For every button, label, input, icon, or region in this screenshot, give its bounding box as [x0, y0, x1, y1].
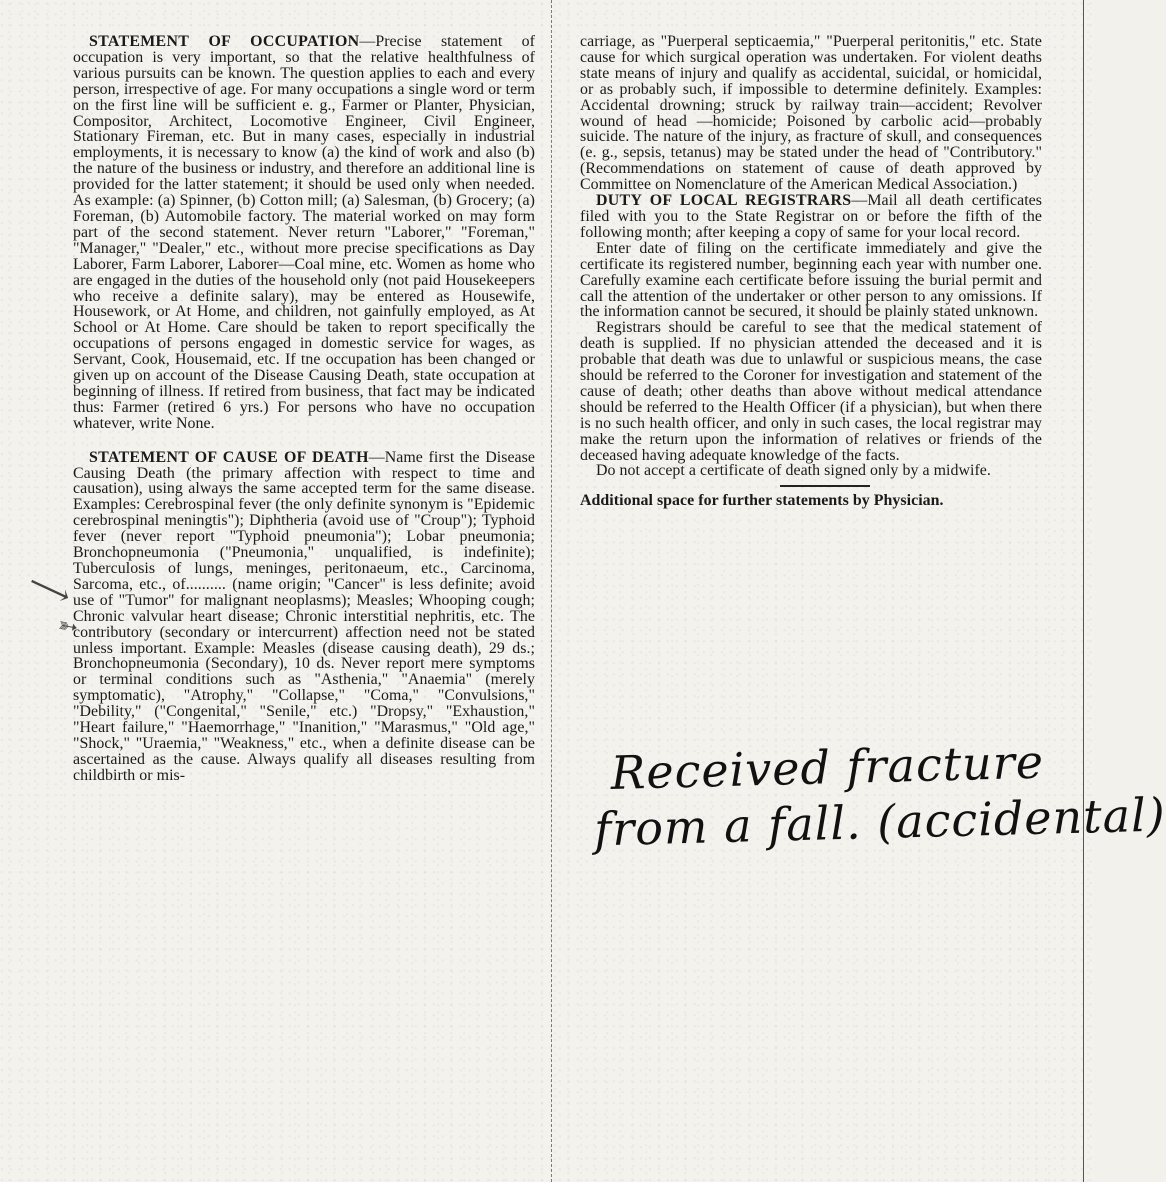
registrar-text-4: Do not accept a certificate of death signed only by a midwife. [596, 462, 991, 480]
registrar-text-1: —Mail all death certificates filed with you to the State Registrar on or before the fifth of the following month; after keeping a copy of same for your local record. [580, 192, 1042, 241]
page-edge-line [1083, 0, 1084, 1182]
cause-of-death-section [73, 450, 535, 784]
registrar-heading: DUTY OF LOCAL REGISTRARS [596, 192, 852, 210]
physician-handwritten-statement [593, 733, 1166, 857]
occupation-heading: STATEMENT OF OCCUPATION [89, 33, 360, 50]
left-column [73, 34, 535, 784]
handwritten-line-1: Received fracture [610, 734, 1045, 800]
section-rule [780, 485, 870, 487]
right-column [580, 34, 1042, 509]
cause-of-death-heading: STATEMENT OF CAUSE OF DEATH [89, 448, 369, 466]
registrar-text-2: Enter date of filing on the certificate immediately and give the certificate its registered number, beginning each year with number one. Carefully examine each certificate before issuing the burial permit and call the attention of the undertaker or other person to any omissions. If the information cannot be secured, it should be plainly stated unknown. [580, 239, 1042, 321]
registrar-section [580, 193, 1042, 241]
occupation-text: —Precise statement of occupation is very important, so that the relative healthfulness of various pursuits can be known. The question applies to each and every person, irrespective of age. For many occupations a single word or term on the first line will be sufficient e. g., Farmer or Planter, Physician, Compositor, Architect, Locomotive Engineer, Civil Engineer, Stationary Fireman, etc. But in many cases, especially in industrial employments, it is necessary to know (a) the kind of work and also (b) the nature of the business or industry, and therefore an additional line is provided for the latter statement; it should be used only when needed. As example: (a) Spinner, (b) Cotton mill; (a) Salesman, (b) Grocery; (a) Foreman, (b) Automobile factory. The material worked on may form part of the second statement. Never return "Laborer," "Foreman," "Manager," "Dealer," etc., without more precise specifications as Day Laborer, Farm Laborer, Laborer—Coal mine, etc. Women as home who are engaged in the duties of the household only (not paid Housekeepers who receive a definite salary), may be entered as Housewife, Housework, or At Home, and children, not gainfully employed, as At School or At Home. Care should be taken to report specifically the occupations of persons engaged in domestic service for wages, as Servant, Cook, Housemaid, etc. If tne occupation has been changed or given up on account of the Disease Causing Death, state occupation at beginning of illness. If retired from business, that fact may be indicated thus: Farmer (retired 6 yrs.) For persons who have no occupation whatever, write None. [73, 33, 535, 432]
registrar-text-3: Registrars should be careful to see that the medical statement of death is supplied. If no physician attended the deceased and it is probable that death was due to unlawful or suspicious means, the case should be referred to the Coroner for investigation and statement of the cause of death; other deaths than above without medical attendance should be referred to the Health Officer (if a physician), but when there is no such health officer, and only in such cases, the local registrar may make the return upon the information of relatives or friends of the deceased having adequate knowledge of the facts. [580, 319, 1042, 464]
handwritten-line-2: from a fall. (accidental) [593, 787, 1166, 857]
additional-space-label: Additional space for further statements by Physician. [580, 492, 944, 510]
cause-continued-text: carriage, as "Puerperal septicaemia," "Puerperal peritonitis," etc. State cause for which surgical operation was undertaken. For violent deaths state means of injury and qualify as accidental, suicidal, or homicidal, or as probably such, if impossible to determine definitely. Examples: Accidental drowning; struck by railway train—accident; Revolver wound of head —homicide; Poisoned by carbolic acid—probably suicide. The nature of the injury, as fracture of skull, and consequences (e. g., sepsis, tetanus) may be stated under the head of "Contributory." (Recommendations on statement of cause of death approved by Committee on Nomenclature of the American Medical Association.) [580, 33, 1042, 194]
margin-arrow-icon: ➳ [55, 612, 81, 642]
occupation-section [73, 34, 535, 432]
margin-mark-icon: ⟶ [23, 565, 76, 614]
cause-of-death-text: —Name first the Disease Causing Death (the primary affection with respect to time and causation), using always the same accepted term for the same disease. Examples: Cerebrospinal fever (the only definite synonym is "Epidemic cerebrospinal meningtis"); Diphtheria (avoid use of "Croup"); Typhoid fever (never report "Typhoid pneumonia"); Lobar pneumonia; Bronchopneumonia ("Pneumonia," unqualified, is indefinite); Tuberculosis of lungs, meninges, peritonaeum, etc., Carcinoma, Sarcoma, etc., of.......... (name origin; "Cancer" is less definite; avoid use of "Tumor" for malignant neoplasms); Measles; Whooping cough; Chronic valvular heart disease; Chronic interstitial nephritis, etc. The contributory (secondary or intercurrent) affection need not be stated unless important. Example: Measles (disease causing death), 29 ds.; Bronchopneumonia (Secondary), 10 ds. Never report mere symptoms or terminal conditions such as "Asthenia," "Anaemia" (merely symptomatic), "Atrophy," "Collapse," "Coma," "Convulsions," "Debility," ("Congenital," "Senile," etc.) "Dropsy," "Exhaustion," "Heart failure," "Haemorrhage," "Inanition," "Marasmus," "Old age," "Shock," "Uraemia," "Weakness," etc., when a definite disease can be ascertained as the cause. Always qualify all diseases resulting from childbirth or mis- [73, 448, 535, 784]
column-divider [551, 0, 552, 1182]
